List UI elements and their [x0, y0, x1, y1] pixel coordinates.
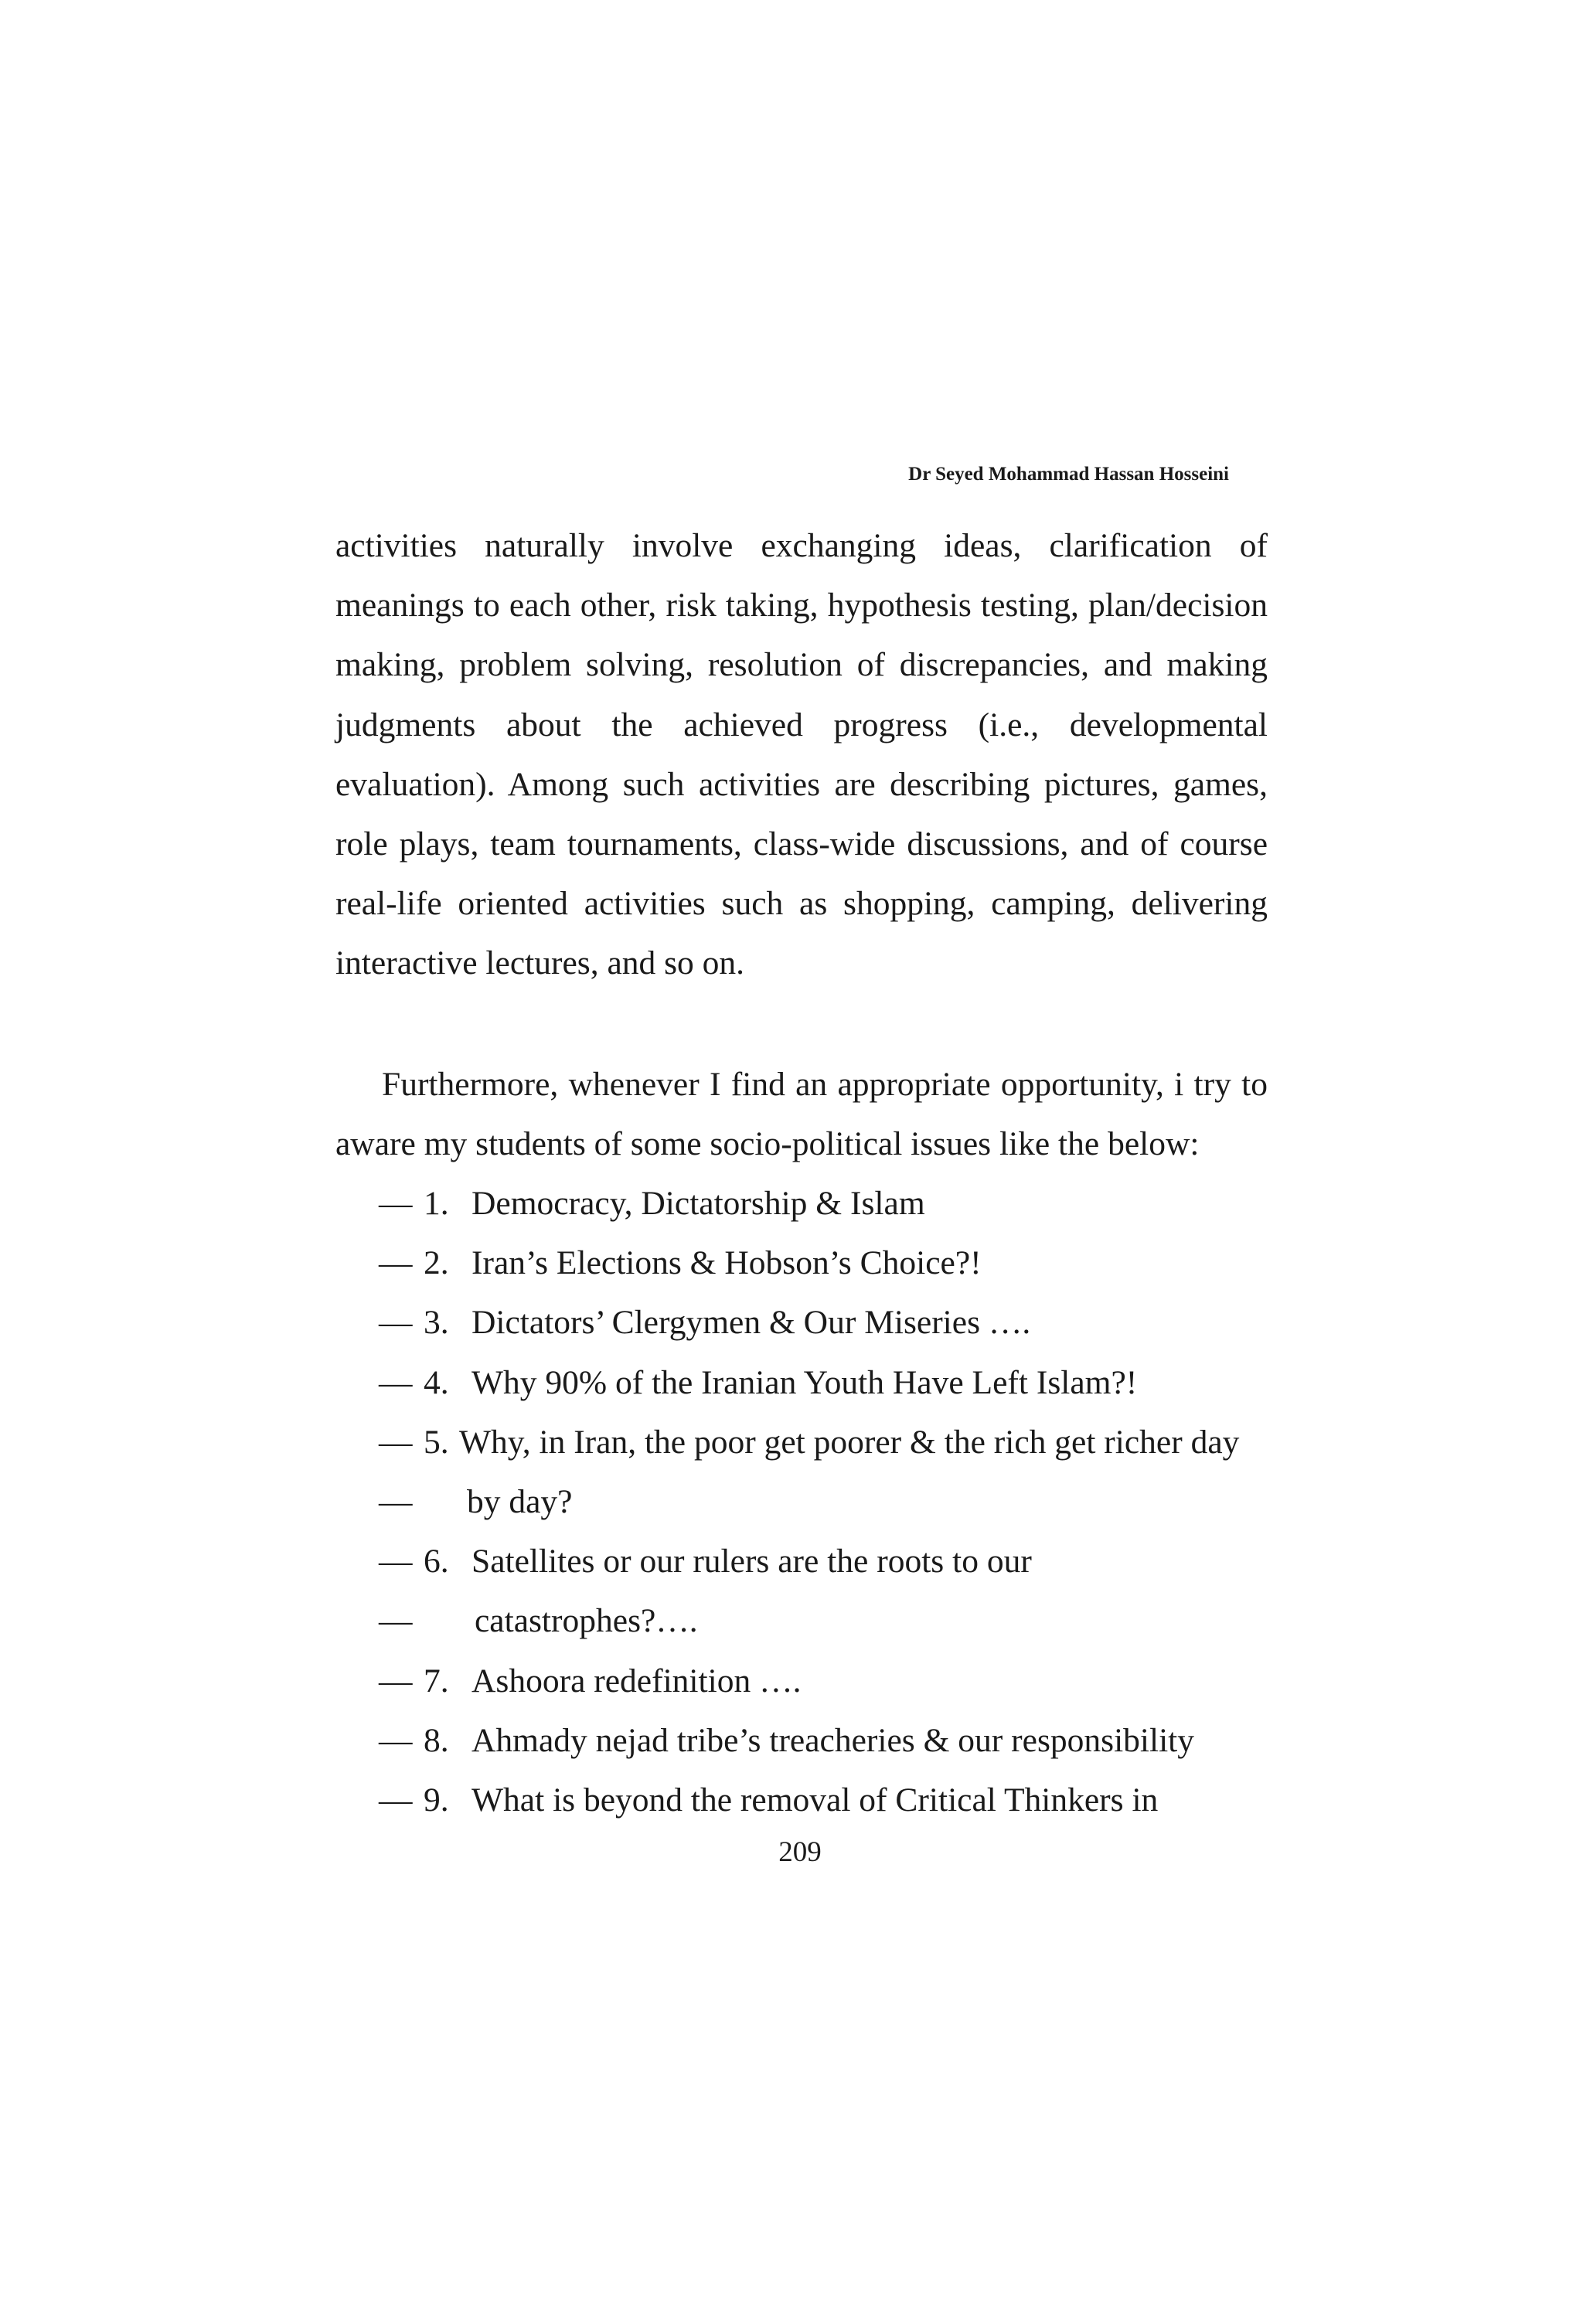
list-item-text: Ashoora redefinition …. — [471, 1662, 802, 1700]
list-dash: — — [379, 1363, 413, 1401]
list-dash: — — [379, 1482, 413, 1520]
list-item — [379, 1711, 1275, 1771]
list-item — [379, 1293, 1275, 1353]
list-item-text: catastrophes?…. — [475, 1602, 698, 1640]
list-item-text: Democracy, Dictatorship & Islam — [471, 1185, 925, 1222]
body-paragraph: activities naturally involve exchanging ideas, clarification of meanings to each other, risk taking, hypothesis testing, plan/decision making, problem solving, resolution of discrepancies, and making judgments about the achieved progress (i.e., developmental evaluation). Among such activities are describing pictures, games, role plays, team tournaments, class-wide discussions, and of course real-life oriented activities such as shopping, camping, delivering interactive lectures, and so on. — [335, 527, 1268, 982]
paragraph-text: Furthermore, whenever I find an appropriate opportunity, i try to aware my students of some socio-political issues like the below: — [335, 1066, 1268, 1163]
list-number: 1. — [424, 1185, 449, 1222]
list-dash: — — [379, 1543, 413, 1581]
list-number: 3. — [424, 1304, 449, 1342]
page-number: 209 — [778, 1836, 822, 1868]
list-item-text: What is beyond the removal of Critical Thinkers in — [471, 1781, 1159, 1819]
list-item-text: Why 90% of the Iranian Youth Have Left Islam?! — [471, 1363, 1138, 1401]
list-item-text: Iran’s Elections & Hobson’s Choice?! — [471, 1244, 982, 1282]
list-dash: — — [379, 1781, 413, 1819]
list-item — [379, 1233, 1275, 1293]
list-item — [379, 1353, 1275, 1413]
list-dash: — — [379, 1244, 413, 1282]
list-item — [379, 1413, 1275, 1472]
list-number: 9. — [424, 1781, 449, 1819]
list-number: 5. — [424, 1423, 449, 1461]
list-dash: — — [379, 1662, 413, 1700]
list-item-continuation — [379, 1472, 1275, 1532]
list-item-text: Dictators’ Clergymen & Our Miseries …. — [471, 1304, 1031, 1342]
list-item-continuation — [379, 1591, 1275, 1651]
list-item-text: by day? — [467, 1482, 573, 1520]
list-dash: — — [379, 1304, 413, 1342]
list-item-text: Ahmady nejad tribe’s treacheries & our responsibility — [471, 1721, 1194, 1759]
list-item-text: Why, in Iran, the poor get poorer & the rich get richer day — [459, 1423, 1240, 1461]
list-dash: — — [379, 1185, 413, 1222]
list-item-text: Satellites or our rulers are the roots to our — [471, 1543, 1032, 1581]
list-item — [379, 1174, 1275, 1233]
list-dash: — — [379, 1423, 413, 1461]
list-dash: — — [379, 1602, 413, 1640]
list-number: 6. — [424, 1543, 449, 1581]
list-item — [379, 1771, 1275, 1830]
list-item — [379, 1532, 1275, 1591]
list-number: 4. — [424, 1363, 449, 1401]
body-paragraph-indented — [335, 1055, 1268, 1174]
list-item — [379, 1652, 1275, 1711]
running-header: Dr Seyed Mohammad Hassan Hosseini — [908, 464, 1229, 485]
list-number: 7. — [424, 1662, 449, 1700]
list-number: 8. — [424, 1721, 449, 1759]
issue-list — [379, 1174, 1275, 1830]
list-dash: — — [379, 1721, 413, 1759]
list-number: 2. — [424, 1244, 449, 1282]
